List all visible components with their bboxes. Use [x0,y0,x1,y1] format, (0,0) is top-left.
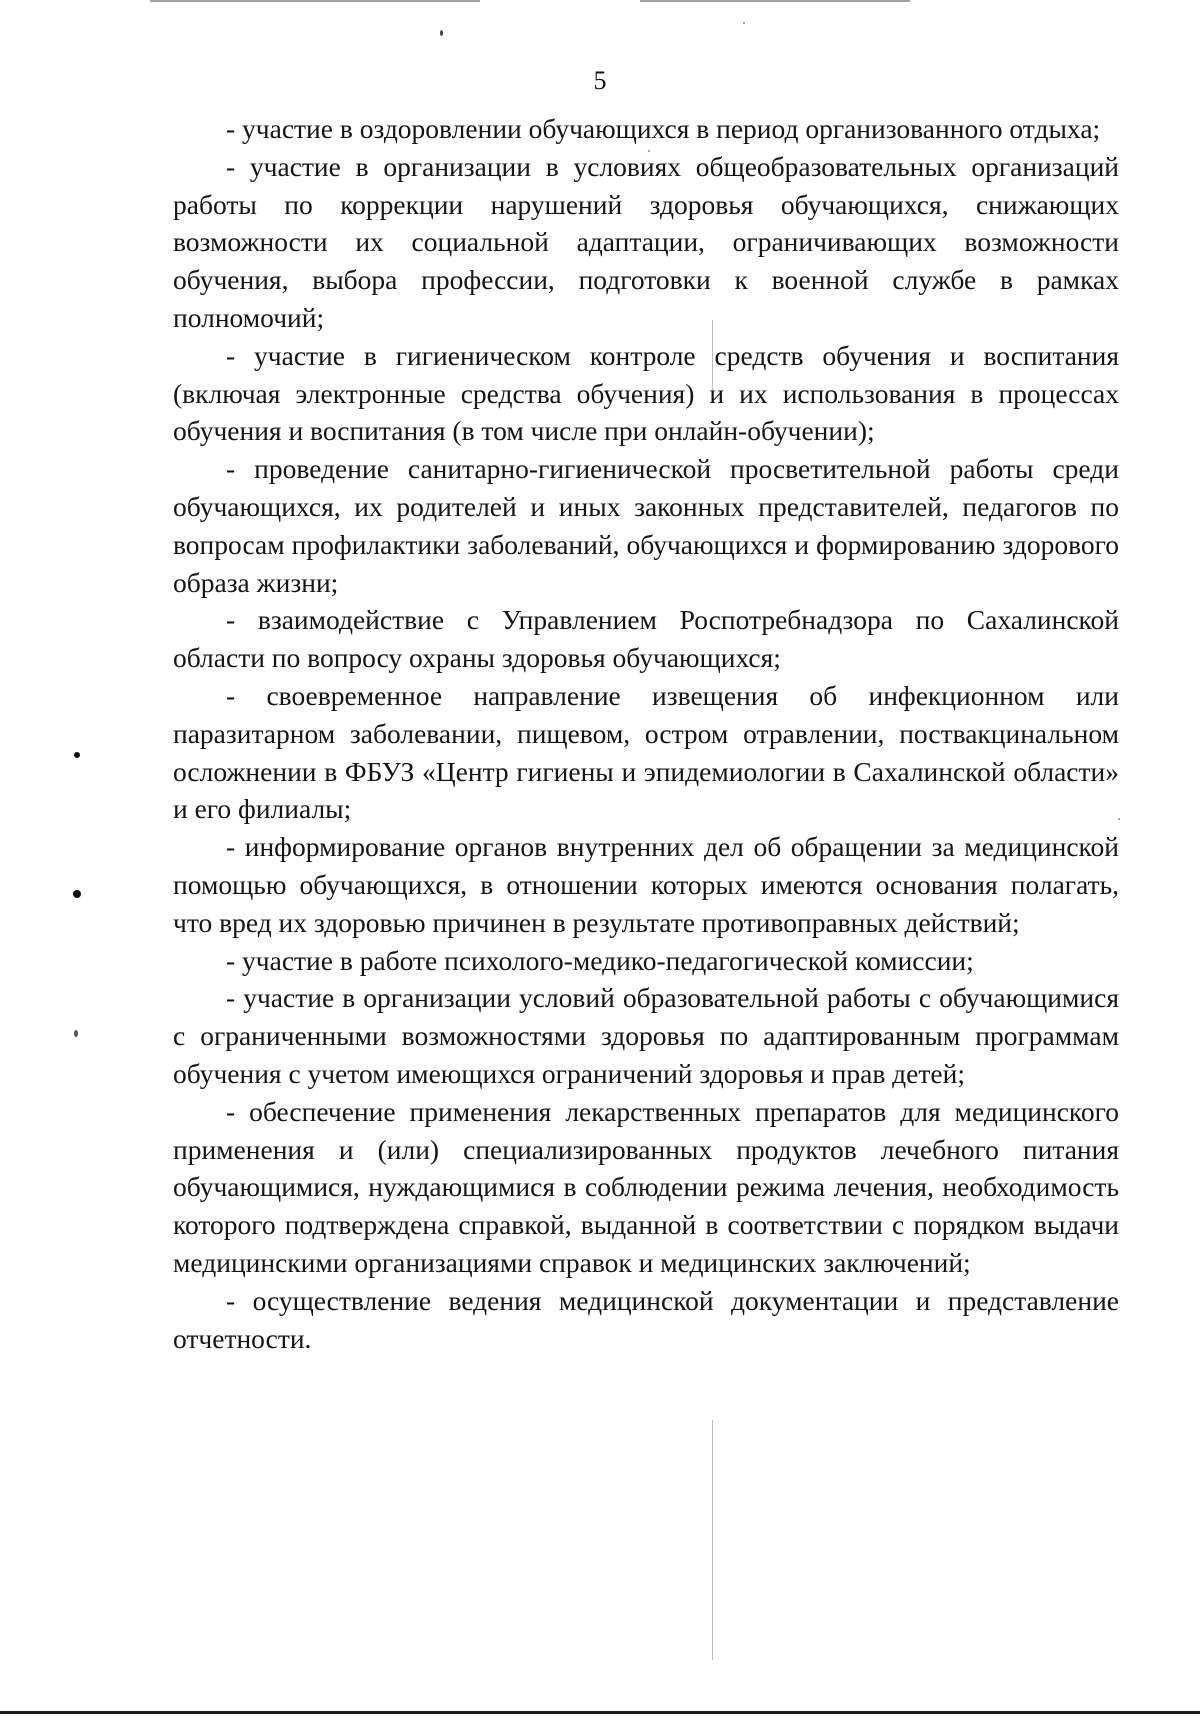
list-item-paragraph: - участие в оздоровлении обучающихся в период организованного отдыха; [226,113,1101,144]
list-item-paragraph: - информирование органов внутренних дел об обращении за медицинской помощью обучающихся, в отношении которых имеются основания полагать, что вред их здоровью причинен в результате противоправных действий; [173,831,1119,938]
list-item-paragraph: - участие в организации условий образовательной работы с обучающимися с ограниченными возможностями здоровья по адаптированным программам обучения с учетом имеющихся ограничений здоровья и прав детей; [173,982,1119,1089]
scan-artifact-top-right [640,0,910,2]
margin-dot [74,752,80,758]
scan-speck [440,30,443,36]
list-item-paragraph: - осуществление ведения медицинской документации и представление отчетности. [173,1284,1119,1354]
scan-speck [743,22,745,24]
list-item-paragraph: - участие в гигиеническом контроле средств обучения и воспитания (включая электронные средства обучения) и их использования в процессах обучения и воспитания (в том числе при онлайн-обучении); [173,339,1119,447]
margin-dot [73,890,81,898]
margin-dot [74,1030,78,1037]
scan-artifact-top-left [150,0,480,2]
list-item-paragraph: - взаимодействие с Управлением Роспотребнадзора по Сахалинской области по вопросу охраны здоровья обучающихся; [173,604,1119,674]
scan-bottom-edge [0,1711,1200,1714]
list-item-paragraph: - своевременное направление извещения об инфекционном или паразитарном заболевании, пищевом, остром отравлении, поствакцинальном осложнении в ФБУЗ «Центр гигиены и эпидемиологии в Сахалинской области» и его филиалы; [173,679,1119,825]
page-number: 5 [593,66,607,95]
list-item-paragraph: - проведение санитарно-гигиенической просветительной работы среди обучающихся, их родителей и иных законных представителей, педагогов по вопросам профилактики заболеваний, обучающихся и формированию здорового образа жизни; [173,453,1119,598]
scan-fold-line [712,1420,713,1660]
list-item-paragraph: - участие в организации в условиях общеобразовательных организаций работы по коррекции нарушений здоровья обучающихся, снижающих возможности их социальной адаптации, ограничивающих возможности обучения, выбора профессии, подготовки к военной службе в рамках полномочий; [173,150,1119,333]
list-item-paragraph: - участие в работе психолого-медико-педагогической комиссии; [226,944,974,976]
document-body [173,110,1119,1357]
list-item-paragraph: - обеспечение применения лекарственных препаратов для медицинского применения и (или) специализированных продуктов лечебного питания обучающимися, нуждающимися в соблюдении режима лечения, необходимость которого подтверждена справкой, выданной в соответствии с порядком выдачи медицинскими организациями справок и медицинских заключений; [173,1095,1119,1278]
